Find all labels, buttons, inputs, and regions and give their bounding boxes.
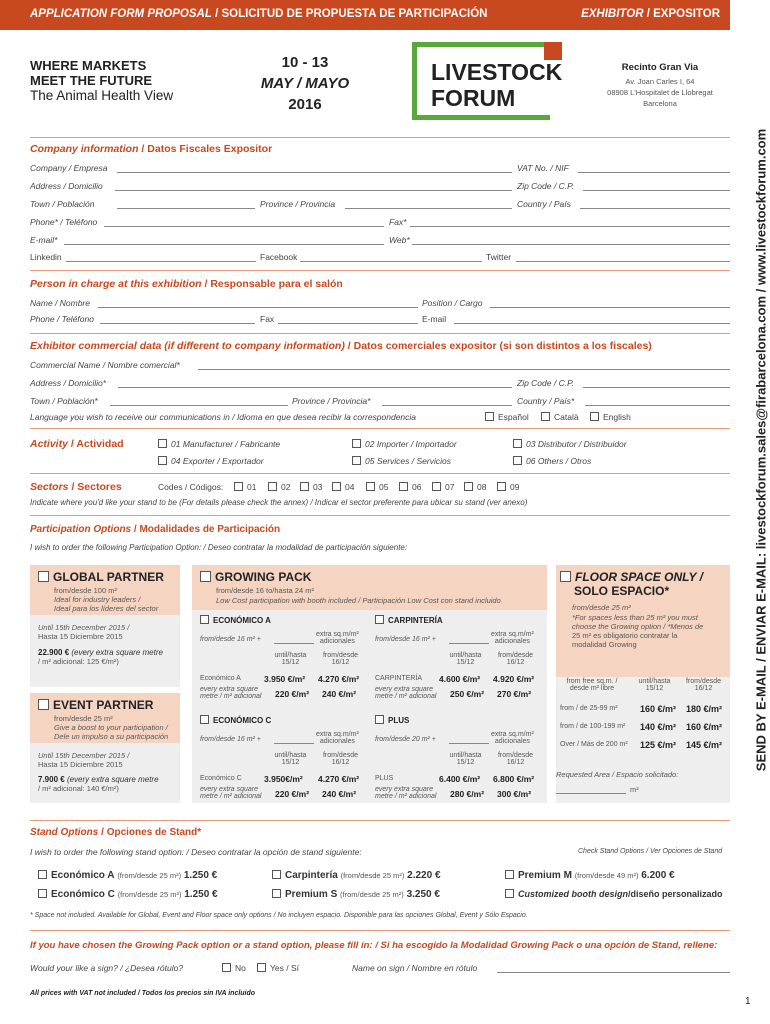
sign-name-field[interactable] — [497, 972, 730, 973]
growing-option-extra-label: extra sq.m/m² adicionales — [491, 631, 534, 645]
commercial-zip-field[interactable] — [583, 387, 730, 388]
growing-option-card — [375, 615, 540, 710]
zip-field[interactable] — [583, 190, 730, 191]
growing-option-price: 4.270 €/m² — [318, 674, 360, 684]
sign-label: Would your like a sign? / ¿Desea rótulo? — [30, 963, 184, 973]
phone-field[interactable] — [104, 226, 384, 227]
growing-option-extra-price: 220 €/m² — [275, 689, 310, 699]
livestock-forum-logo: LIVESTOCK FORUM — [412, 42, 550, 120]
growing-option-every: every extra square metre / m² adicional — [200, 686, 262, 700]
growing-option-extra-field[interactable] — [449, 643, 489, 644]
growing-option-extra-label: extra sq.m/m² adicionales — [316, 731, 359, 745]
twitter-label: Twitter — [486, 252, 512, 262]
header-title: APPLICATION FORM PROPOSAL / SOLICITUD DE PROPUESTA DE PARTICIPACIÓN — [30, 8, 488, 20]
commercial-name-label: Commercial Name / Nombre comercial* — [30, 360, 180, 370]
commercial-section-title: Exhibitor commercial data (if different to company information) / Datos comerciales expositor (si son distintos a los fiscales) — [30, 340, 652, 352]
address-label: Address / Domicilio — [30, 181, 103, 191]
growing-pack-box — [192, 565, 547, 803]
sectors-section-title: Sectors / Sectores — [30, 481, 122, 493]
commercial-name-field[interactable] — [198, 369, 730, 370]
person-fax-field[interactable] — [278, 323, 418, 324]
floor-space-title-es: SOLO ESPACIO* — [574, 584, 670, 598]
growing-option-size: from/desde 16 m² + — [200, 736, 261, 743]
global-desc-es: Ideal para los líderes del sector — [54, 604, 159, 613]
event-until-es: Hasta 15 Diciembre 2015 — [38, 760, 123, 769]
floor-note-4: modalidad Growing — [572, 640, 637, 649]
sector-06-checkbox[interactable]: 06 — [399, 482, 421, 492]
growing-option-extra-field[interactable] — [274, 643, 314, 644]
event-price: 7.900 € (every extra square metre — [38, 775, 159, 784]
floor-row-label: from / de 100-199 m² — [560, 723, 626, 730]
floor-price: 180 €/m² — [686, 704, 723, 714]
person-name-label: Name / Nombre — [30, 298, 90, 308]
activity-section-title: Activity / Actividad — [30, 438, 124, 450]
floor-note-3: 25 m² es obligatorio contratar la — [572, 631, 678, 640]
lang-es-checkbox[interactable]: Español — [485, 412, 529, 422]
growing-option-extra-price: 270 €/m² — [497, 689, 532, 699]
global-price: 22.900 € (every extra square metre — [38, 648, 163, 657]
sector-02-checkbox[interactable]: 02 — [268, 482, 290, 492]
growing-option-head-from: from/desde 16/12 — [322, 652, 359, 666]
floor-row-label: from / de 25-99 m² — [560, 705, 618, 712]
activity-05-checkbox[interactable]: 05 Services / Servicios — [352, 456, 451, 466]
sector-01-checkbox[interactable]: 01 — [234, 482, 256, 492]
event-until: Until 15th December 2015 / — [38, 751, 130, 760]
event-from: from/desde 25 m² — [54, 714, 113, 723]
person-name-field[interactable] — [98, 307, 418, 308]
country-field[interactable] — [580, 208, 730, 209]
email-field[interactable] — [64, 244, 384, 245]
commercial-town-field[interactable] — [110, 405, 288, 406]
activity-03-checkbox[interactable]: 03 Distributor / Distribuidor — [513, 439, 627, 449]
sign-no-checkbox[interactable]: No — [222, 963, 246, 973]
person-email-label: E-mail — [422, 314, 447, 324]
event-partner-checkbox[interactable]: EVENT PARTNER — [38, 698, 153, 712]
growing-from: from/desde 16 to/hasta 24 m² — [216, 586, 314, 595]
person-section-title: Person in charge at this exhibition / Responsable para el salón — [30, 278, 343, 290]
sector-05-checkbox[interactable]: 05 — [366, 482, 388, 492]
growing-desc: Low Cost participation with booth included / Participación Low Cost con stand incluido — [216, 596, 501, 605]
person-phone-field[interactable] — [100, 323, 255, 324]
commercial-zip-label: Zip Code / C.P. — [517, 378, 575, 388]
growing-option-price: 4.600 €/m² — [439, 674, 481, 684]
province-field[interactable] — [345, 208, 512, 209]
commercial-province-label: Province / Provincia* — [292, 396, 371, 406]
requested-area-label: Requested Area / Espacio solicitado: — [556, 770, 679, 779]
commercial-town-label: Town / Población* — [30, 396, 98, 406]
activity-06-checkbox[interactable]: 06 Others / Otros — [513, 456, 591, 466]
company-section-title: Company information / Datos Fiscales Expositor — [30, 143, 273, 155]
activity-01-checkbox[interactable]: 01 Manufacturer / Fabricante — [158, 439, 280, 449]
header-bar — [0, 0, 770, 30]
event-dates: 10 - 13 MAY / MAYO 2016 — [260, 54, 350, 113]
stand-option-economico-c[interactable]: Económico C (from/desde 25 m²) 1.250 € — [38, 889, 218, 900]
check-stand-options-link[interactable]: Check Stand Options / Ver Opciones de Stand — [578, 848, 723, 855]
stand-option-economico-a[interactable]: Económico A (from/desde 25 m²) 1.250 € — [38, 870, 217, 881]
person-fax-label: Fax — [260, 314, 275, 324]
growing-option-head-from: from/desde 16/12 — [497, 752, 534, 766]
sectors-note: Indicate where you'd like your stand to be (For details please check the annex) / Indicar el sector preferente para ubicar su stand (ver anexo) — [30, 498, 528, 507]
growing-option-head-from: from/desde 16/12 — [497, 652, 534, 666]
stand-option-carpinteria[interactable]: Carpintería (from/desde 25 m²) 2.220 € — [272, 870, 441, 881]
global-partner-checkbox[interactable]: GLOBAL PARTNER — [38, 570, 164, 584]
growing-option-every: every extra square metre / m² adicional — [375, 786, 437, 800]
participation-intro: I wish to order the following Participation Option: / Deseo contratar la modalidad de participación siguiente: — [30, 543, 408, 552]
global-from: from/desde 100 m² — [54, 586, 117, 595]
sign-yes-checkbox[interactable]: Yes / Sí — [257, 963, 299, 973]
event-extra: / m² adicional: 140 €/m²) — [38, 784, 119, 793]
codes-label: Codes / Códigos: — [158, 482, 224, 492]
floor-note-1: *For spaces less than 25 m² you must — [572, 613, 698, 622]
floor-head-2: from/desde 16/12 — [685, 678, 722, 692]
growing-option-checkbox[interactable]: CARPINTERÍA — [375, 615, 443, 625]
twitter-field[interactable] — [516, 261, 730, 262]
growing-option-size: from/desde 20 m² + — [375, 736, 436, 743]
email-label: E-mail* — [30, 235, 58, 245]
stand-intro: I wish to order the following stand option: / Deseo contratar la opción de stand siguiente: — [30, 847, 362, 857]
growing-option-extra-field[interactable] — [449, 743, 489, 744]
floor-price: 145 €/m² — [686, 740, 723, 750]
person-position-label: Position / Cargo — [422, 298, 483, 308]
growing-option-head-until: until/hasta 15/12 — [449, 752, 482, 766]
global-extra: / m² adicional: 125 €/m²) — [38, 657, 119, 666]
vat-note: All prices with VAT not included / Todos los precios sin IVA incluido — [30, 990, 256, 997]
requested-area-field[interactable] — [556, 793, 626, 794]
event-desc: Give a boost to your participation / — [54, 723, 168, 732]
sector-04-checkbox[interactable]: 04 — [332, 482, 354, 492]
growing-option-size: from/desde 16 m² + — [200, 636, 261, 643]
web-label: Web* — [389, 235, 410, 245]
growing-option-checkbox[interactable]: PLUS — [375, 715, 409, 725]
commercial-country-label: Country / País* — [517, 396, 575, 406]
fax-label: Fax* — [389, 217, 407, 227]
growing-option-price: 4.270 €/m² — [318, 774, 360, 784]
sector-03-checkbox[interactable]: 03 — [300, 482, 322, 492]
activity-04-checkbox[interactable]: 04 Exporter / Exportador — [158, 456, 264, 466]
floor-price: 160 €/m² — [640, 704, 677, 714]
stand-option-premium-m[interactable]: Premium M (from/desde 49 m²) 6.200 € — [505, 870, 675, 881]
growing-option-row-label: PLUS — [375, 775, 394, 782]
growing-option-every: every extra square metre / m² adicional — [200, 786, 262, 800]
growing-option-head-until: until/hasta 15/12 — [274, 752, 307, 766]
global-until-es: Hasta 15 Diciembre 2015 — [38, 632, 123, 641]
stand-note: * Space not included. Available for Global, Event and Floor space only options / No incluyen espacio. Disponible para las opciones Global, Event y Sólo Espacio. — [30, 912, 528, 919]
commercial-province-field[interactable] — [382, 405, 512, 406]
growing-option-extra-field[interactable] — [274, 743, 314, 744]
growing-option-extra-price: 240 €/m² — [322, 689, 357, 699]
stand-section-title: Stand Options / Opciones de Stand* — [30, 827, 202, 838]
sector-07-checkbox[interactable]: 07 — [432, 482, 454, 492]
stand-option-premium-s[interactable]: Premium S (from/desde 25 m²) 3.250 € — [272, 889, 440, 900]
growing-option-extra-label: extra sq.m/m² adicionales — [491, 731, 534, 745]
sector-08-checkbox[interactable]: 08 — [464, 482, 486, 492]
person-position-field[interactable] — [490, 307, 730, 308]
stand-option-customized[interactable]: Customized booth design/diseño personalizado — [505, 889, 723, 899]
fill-in-title: If you have chosen the Growing Pack option or a stand option, please fill in: / Si ha escogido la Modalidad Growing Pack o una opción de Stand, rellene: — [30, 940, 718, 951]
company-label: Company / Empresa — [30, 163, 108, 173]
growing-option-extra-price: 280 €/m² — [450, 789, 485, 799]
sign-name-label: Name on sign / Nombre en rótulo — [352, 963, 478, 973]
growing-option-card — [200, 615, 365, 710]
growing-option-extra-label: extra sq.m/m² adicionales — [316, 631, 359, 645]
growing-option-price: 3.950 €/m² — [264, 674, 306, 684]
floor-head-0: from free sq.m. / desde m² libre — [566, 678, 618, 692]
zip-label: Zip Code / C.P. — [517, 181, 575, 191]
floor-price: 125 €/m² — [640, 740, 677, 750]
commercial-country-field[interactable] — [585, 405, 730, 406]
growing-option-row-label: Económico A — [200, 675, 241, 682]
growing-option-row-label: Económico C — [200, 775, 242, 782]
language-label: Language you wish to receive our communications in / Idioma en que desea recibir la correspondencia — [30, 412, 417, 422]
floor-space-checkbox[interactable]: FLOOR SPACE ONLY / — [560, 570, 703, 584]
growing-option-extra-price: 220 €/m² — [275, 789, 310, 799]
event-partner-box — [30, 693, 180, 803]
person-phone-label: Phone / Teléfono — [30, 314, 94, 324]
vat-field[interactable] — [578, 172, 730, 173]
event-desc-es: Dele un impulso a su participación — [54, 732, 169, 741]
person-email-field[interactable] — [454, 323, 730, 324]
growing-pack-checkbox[interactable]: GROWING PACK — [200, 570, 311, 584]
growing-option-size: from/desde 16 m² + — [375, 636, 436, 643]
tagline: WHERE MARKETS MEET THE FUTURE The Animal Health View — [30, 58, 174, 103]
lang-en-checkbox[interactable]: English — [590, 412, 631, 422]
growing-option-price: 3.950€/m² — [264, 774, 303, 784]
venue: Recinto Gran Via Av. Joan Carles I, 64 08908 L'Hospitalet de Llobregat Barcelona — [607, 62, 713, 108]
growing-option-extra-price: 300 €/m² — [497, 789, 532, 799]
town-field[interactable] — [117, 208, 255, 209]
growing-option-row-label: CARPINTERÍA — [375, 675, 423, 682]
phone-label: Phone* / Teléfono — [30, 217, 98, 227]
town-label: Town / Población — [30, 199, 95, 209]
commercial-address-label: Address / Domicilio* — [30, 378, 107, 388]
commercial-address-field[interactable] — [118, 387, 512, 388]
global-partner-box — [30, 565, 180, 687]
growing-option-checkbox[interactable]: ECONÓMICO C — [200, 715, 271, 725]
floor-from: from/desde 25 m² — [572, 603, 631, 612]
province-label: Province / Provincia — [260, 199, 336, 209]
floor-price: 140 €/m² — [640, 722, 677, 732]
send-by-email-banner: SEND BY E-MAIL / ENVIAR E-MAIL: livestockforum.sales@firabarcelona.com / www.livestockforum.com — [753, 128, 769, 772]
floor-space-box — [556, 565, 730, 803]
floor-price: 160 €/m² — [686, 722, 723, 732]
growing-option-card — [375, 715, 540, 810]
growing-option-price: 6.400 €/m² — [439, 774, 481, 784]
lang-ca-checkbox[interactable]: Català — [541, 412, 579, 422]
facebook-field[interactable] — [300, 261, 482, 262]
activity-02-checkbox[interactable]: 02 Importer / Importador — [352, 439, 457, 449]
sector-09-checkbox[interactable]: 09 — [497, 482, 519, 492]
growing-option-checkbox[interactable]: ECONÓMICO A — [200, 615, 271, 625]
header-role: EXHIBITOR / EXPOSITOR — [581, 8, 720, 20]
growing-option-extra-price: 250 €/m² — [450, 689, 485, 699]
vat-label: VAT No. / NIF — [517, 163, 569, 173]
floor-head-1: until/hasta 15/12 — [638, 678, 671, 692]
web-field[interactable] — [412, 244, 730, 245]
growing-option-price: 4.920 €/m² — [493, 674, 535, 684]
requested-area-unit: m² — [630, 785, 639, 794]
growing-option-every: every extra square metre / m² adicional — [375, 686, 437, 700]
growing-option-head-from: from/desde 16/12 — [322, 752, 359, 766]
floor-note-2: choose the Growing option / *Menos de — [572, 622, 704, 631]
growing-option-card — [200, 715, 365, 810]
address-field[interactable] — [115, 190, 512, 191]
global-desc: Ideal for industry leaders / — [54, 595, 141, 604]
global-until: Until 15th December 2015 / — [38, 623, 130, 632]
growing-option-price: 6.800 €/m² — [493, 774, 535, 784]
participation-section-title: Participation Options / Modalidades de Participación — [30, 524, 281, 535]
page-number: 1 — [745, 996, 751, 1007]
growing-option-head-until: until/hasta 15/12 — [274, 652, 307, 666]
floor-row-label: Over / Más de 200 m² — [560, 741, 628, 748]
fax-field[interactable] — [410, 226, 730, 227]
country-label: Country / País — [517, 199, 571, 209]
facebook-label: Facebook — [260, 252, 298, 262]
linkedin-label: Linkedin — [30, 252, 62, 262]
company-field[interactable] — [117, 172, 512, 173]
growing-option-head-until: until/hasta 15/12 — [449, 652, 482, 666]
growing-option-extra-price: 240 €/m² — [322, 789, 357, 799]
linkedin-field[interactable] — [66, 261, 256, 262]
